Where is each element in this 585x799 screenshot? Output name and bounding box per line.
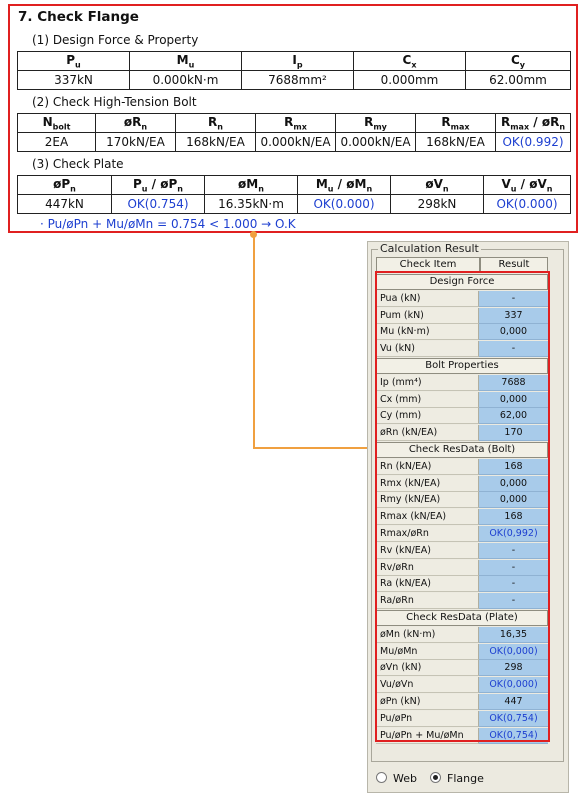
section-header: Design Force	[376, 274, 548, 290]
check-item-label: Rmy (kN/EA)	[376, 492, 479, 508]
radio-web[interactable]	[376, 772, 417, 785]
value-phirn: 170kN/EA	[96, 133, 176, 152]
report-title: 7. Check Flange	[18, 9, 139, 25]
highlight-frame	[375, 271, 550, 742]
value-phipn: 447kN	[18, 195, 112, 214]
check-item-label: Rmax/øRn	[376, 526, 479, 542]
check-item-label: Vu (kN)	[376, 341, 479, 357]
check-item-label: Ip (mm⁴)	[376, 375, 479, 391]
radio-flange-label: Flange	[447, 772, 484, 785]
result-value: 170	[479, 425, 548, 441]
header-rmx: $R_{mx}$	[256, 114, 336, 133]
check-item-label: øMn (kN·m)	[376, 627, 479, 643]
combined-check-line: · Pu/øPn + Mu/øMn = 0.754 < 1.000 → O.K	[40, 217, 296, 231]
check-item-label: Pu/øPn	[376, 711, 479, 727]
header-cy: $C_y$	[466, 52, 571, 71]
header-phirn: $øR_n$	[96, 114, 176, 133]
check-item-label: Pu/øPn + Mu/øMn	[376, 728, 479, 744]
check-item-label: Rn (kN/EA)	[376, 459, 479, 475]
check-item-label: Mu/øMn	[376, 644, 479, 660]
result-value: 0,000	[479, 492, 548, 508]
section-header: Check ResData (Plate)	[376, 610, 548, 626]
header-mu-ratio: $M_u$ / $øM_n$	[298, 176, 391, 195]
connector-line-vertical	[253, 234, 255, 448]
result-value: 0,000	[479, 476, 548, 492]
value-phimn: 16.35kN·m	[205, 195, 298, 214]
header-rmax: $R_{max}$	[416, 114, 496, 133]
value-rmax-ratio: OK(0.992)	[496, 133, 571, 152]
result-value: 16,35	[479, 627, 548, 643]
check-item-label: Pua (kN)	[376, 291, 479, 307]
result-value: OK(0,754)	[479, 711, 548, 727]
value-rmx: 0.000kN/EA	[256, 133, 336, 152]
value-rn: 168kN/EA	[176, 133, 256, 152]
value-cy: 62.00mm	[466, 71, 571, 90]
result-value: 168	[479, 509, 548, 525]
section-design-force: (1) Design Force & Property	[32, 33, 199, 47]
check-item-label: Rmx (kN/EA)	[376, 476, 479, 492]
value-cx: 0.000mm	[354, 71, 466, 90]
panel-legend: Calculation Result	[380, 242, 479, 255]
value-pu-ratio: OK(0.754)	[112, 195, 205, 214]
header-cx: $C_x$	[354, 52, 466, 71]
result-value: -	[479, 291, 548, 307]
header-pu: $P_u$	[18, 52, 130, 71]
check-item-label: Cx (mm)	[376, 392, 479, 408]
header-phivn: $øV_n$	[391, 176, 484, 195]
header-rn: $R_n$	[176, 114, 256, 133]
check-item-label: Rmax (kN/EA)	[376, 509, 479, 525]
result-value: 168	[479, 459, 548, 475]
connector-line-horizontal	[253, 447, 375, 449]
radio-web-label: Web	[393, 772, 417, 785]
result-value: OK(0,992)	[479, 526, 548, 542]
result-value: 0,000	[479, 324, 548, 340]
connector-dot-top	[250, 231, 257, 238]
result-value: 0,000	[479, 392, 548, 408]
value-rmy: 0.000kN/EA	[336, 133, 416, 152]
check-flange-report	[8, 4, 578, 233]
header-pu-ratio: $P_u$ / $øP_n$	[112, 176, 205, 195]
check-item-label: øPn (kN)	[376, 694, 479, 710]
result-value: 298	[479, 660, 548, 676]
value-nbolt: 2EA	[18, 133, 96, 152]
result-value: -	[479, 543, 548, 559]
check-item-label: Ra/øRn	[376, 593, 479, 609]
column-header-result[interactable]: Result	[480, 257, 548, 273]
check-item-label: Cy (mm)	[376, 408, 479, 424]
header-phipn: $øP_n$	[18, 176, 112, 195]
header-phimn: $øM_n$	[205, 176, 298, 195]
check-item-label: Vu/øVn	[376, 677, 479, 693]
value-mu-ratio: OK(0.000)	[298, 195, 391, 214]
result-value: OK(0,754)	[479, 728, 548, 744]
check-item-label: øRn (kN/EA)	[376, 425, 479, 441]
header-mu: $M_u$	[130, 52, 242, 71]
result-value: OK(0,000)	[479, 677, 548, 693]
result-value: 62,00	[479, 408, 548, 424]
section-plate: (3) Check Plate	[32, 157, 124, 171]
check-item-label: Rv (kN/EA)	[376, 543, 479, 559]
section-header: Check ResData (Bolt)	[376, 442, 548, 458]
header-rmax-ratio: $R_{max}$ / $øR_n$	[496, 114, 571, 133]
result-value: 337	[479, 308, 548, 324]
value-vu-ratio: OK(0.000)	[484, 195, 571, 214]
value-mu: 0.000kN·m	[130, 71, 242, 90]
section-header: Bolt Properties	[376, 358, 548, 374]
value-rmax: 168kN/EA	[416, 133, 496, 152]
header-vu-ratio: $V_u$ / $øV_n$	[484, 176, 571, 195]
design-force-table	[17, 51, 571, 90]
result-value: -	[479, 576, 548, 592]
value-pu: 337kN	[18, 71, 130, 90]
result-value: -	[479, 560, 548, 576]
radio-flange[interactable]	[430, 772, 484, 785]
check-item-label: Ra (kN/EA)	[376, 576, 479, 592]
result-value: -	[479, 341, 548, 357]
check-item-label: Pum (kN)	[376, 308, 479, 324]
header-nbolt: $N_{bolt}$	[18, 114, 96, 133]
radio-web-circle[interactable]	[376, 772, 387, 783]
result-value: 447	[479, 694, 548, 710]
check-item-label: øVn (kN)	[376, 660, 479, 676]
result-value: -	[479, 593, 548, 609]
radio-flange-circle[interactable]	[430, 772, 441, 783]
header-rmy: $R_{my}$	[336, 114, 416, 133]
section-bolt: (2) Check High-Tension Bolt	[32, 95, 197, 109]
check-item-label: Mu (kN·m)	[376, 324, 479, 340]
result-value: 7688	[479, 375, 548, 391]
bolt-table	[17, 113, 571, 152]
column-header-check-item[interactable]: Check Item	[376, 257, 480, 273]
value-ip: 7688mm²	[242, 71, 354, 90]
result-value: OK(0,000)	[479, 644, 548, 660]
header-ip: $I_p$	[242, 52, 354, 71]
plate-table	[17, 175, 571, 214]
check-item-label: Rv/øRn	[376, 560, 479, 576]
value-phivn: 298kN	[391, 195, 484, 214]
